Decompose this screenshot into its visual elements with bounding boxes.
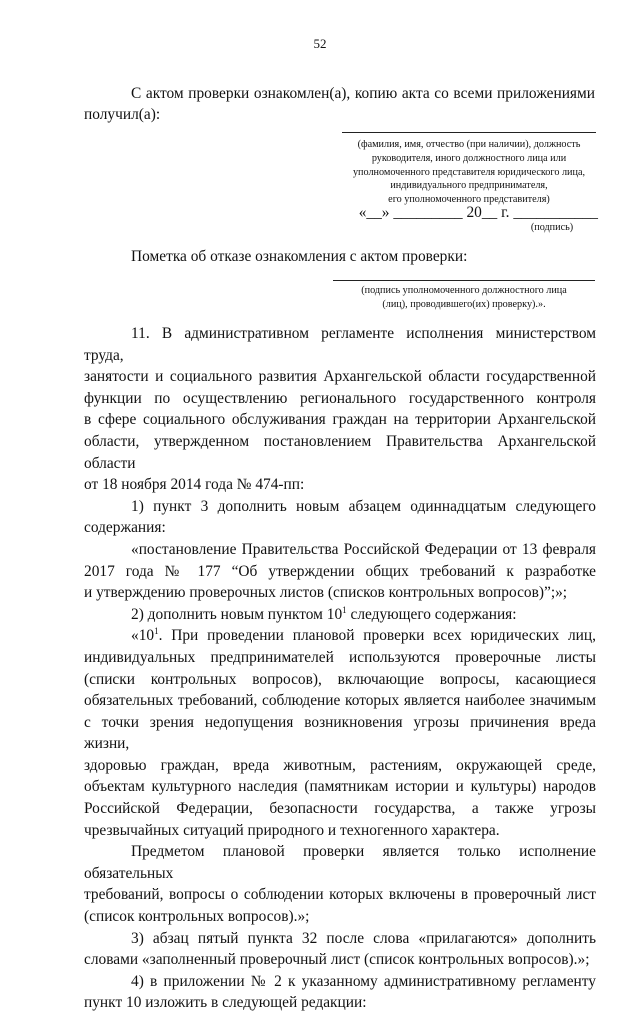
ack-line-1: С актом проверки ознакомлен(а), копию акта со всеми приложениями [131, 85, 595, 102]
official-signature-line [333, 280, 595, 281]
name-signature-line [342, 132, 596, 133]
item-3: 3) абзац пятый пункта 32 после слова «прилагаются» дополнить [131, 929, 596, 947]
subject-paragraph: Предметом плановой проверки является только исполнение обязательных [84, 843, 596, 882]
paragraph-10-1: «$10^1$. При проведении плановой проверки всех юридических лиц, [131, 626, 596, 645]
date-line: «__» _________ 20__ г. ___________ [358, 204, 598, 221]
quote-1: «постановление Правительства Российской Федерации от 13 февраля [131, 540, 596, 558]
item-1: 1) пункт 3 дополнить новым абзацем одиннадцатым следующего [131, 497, 596, 515]
signature-caption: (подпись) [530, 222, 574, 233]
item-2: 2) дополнить новым пунктом $10^1$ следующего содержания: [131, 604, 517, 623]
paragraph-11: 11. В административном регламенте исполнения министерством труда, занятости и социального развития Архангельской области государственной функции по осуществлению регионального государственного контроля в сфере социального обслуживания граждан на территории Архангельской области, утвержденном постановлением Правительства Архангельской области от 18 ноября 2014 года № 474-пп: 1) пункт 3 дополнить новым абзацем одиннадцатым следующего содержания: «постановление Правительства Российской Федерации от 13 февраля 2017 года № 177 “Об утверждении общих требований к разработке и утверждению проверочных листов (списков контрольных вопросов)”;»; 2) дополнить новым пунктом $10^1$ следующего содержания: «$10^1$. При проведении плановой проверки всех юридических лиц, индивидуальных предпринимателей используются проверочные листы (списки контрольных вопросов), включающие вопросы, касающиеся обязательных требований, соблюдение которых является наиболее значимым с точки зрения недопущения возникновения угрозы причинения вреда жизни, здоровью граждан, вреда животным, растениям, окружающей среде, объектам культурного наследия (памятникам истории и культуры) народов Российской Федерации, безопасности государства, а также угрозы чрезвычайных ситуаций природного и техногенного характера. Предметом плановой проверки является только исполнение обязательных требований, вопросы о соблюдении которых включены в проверочный лист (список контрольных вопросов).»; 3) абзац пятый пункта 32 после слова «прилагаются» дополнить словами «заполненный проверочный лист (список контрольных вопросов).»; 4) в приложении № 2 к указанному административному регламенту пункт 10 изложить в следующей редакции: [84, 325, 596, 1012]
name-caption: (фамилия, имя, отчество (при наличии), должность руководителя, иного должностного лица или уполномоченного представителя юридического лица, индивидуального предпринимателя, его уполномоченного представителя) [352, 139, 586, 206]
refusal-note: Пометка об отказе ознакомления с актом проверки: [131, 248, 468, 265]
ack-line-2: получил(а): [84, 106, 161, 123]
item-4: 4) в приложении № 2 к указанному административному регламенту [131, 972, 596, 990]
official-caption: (подпись уполномоченного должностного лица (лиц), проводившего(их) проверку).». [361, 285, 567, 310]
page-number: 52 [313, 36, 327, 51]
